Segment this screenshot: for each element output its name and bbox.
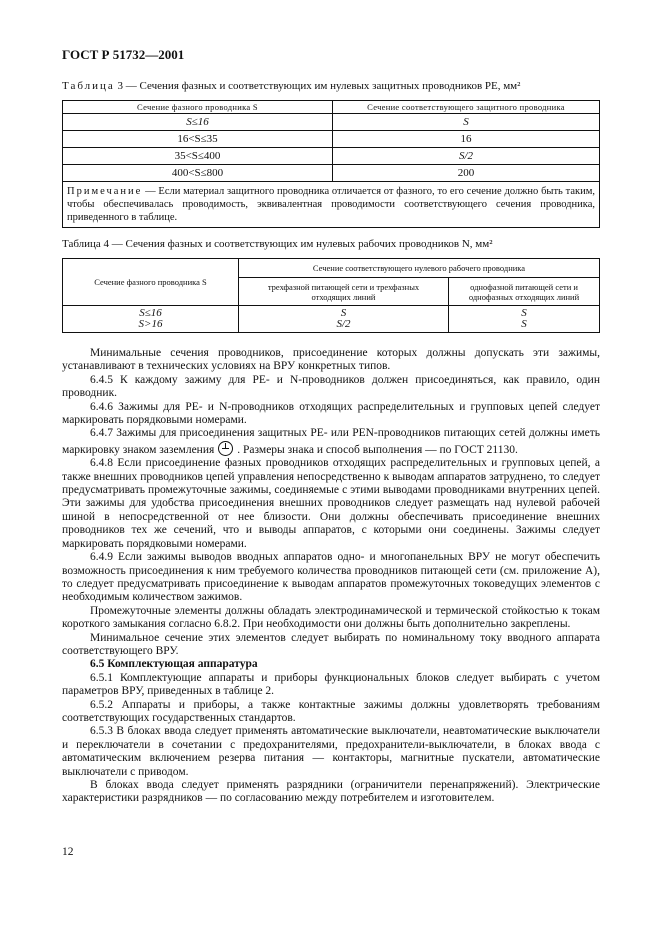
paragraph-6-5-2: 6.5.2 Аппараты и приборы, а также контактные зажимы должны удовлетворять требованиям соответствующих государственных стандартов. — [62, 698, 600, 724]
page-number: 12 — [62, 846, 74, 858]
table3-note-text: — Если материал защитного проводника отличается от фазного, то его сечение должно быть таким, чтобы обеспечивалась проводимость, эквивалентная проводимости соответствующего сечения проводника, приведенного в таблице. — [67, 186, 595, 223]
body-text — [62, 347, 600, 806]
paragraph-6-4-7: 6.4.7 Зажимы для присоединения защитных PE- или PEN-проводников питающих сетей должны иметь маркировку знаком заземления . Размеры знака и способ выполнения — по ГОСТ 21130. — [62, 427, 600, 456]
table4-header-group: Сечение соответствующего нулевого рабочего проводника — [239, 259, 600, 278]
table3-cell-phase: 400<S≤800 — [63, 165, 333, 182]
table4-cell-phase: S≤16 S>16 — [63, 306, 239, 333]
table3-note — [63, 182, 600, 228]
table3 — [62, 100, 600, 228]
paragraph: Промежуточные элементы должны обладать электродинамической и термической стойкостью к токам короткого замыкания согласно 6.8.2. При необходимости они должны быть дополнительно закреплены. — [62, 604, 600, 631]
paragraph-6-5-3: 6.5.3 В блоках ввода следует применять автоматические выключатели, неавтоматические выключатели и переключатели в сочетании с предохранителями, предохранители-выключатели, в блоках ввода с автоматическим включением резерва питания — контакторы, магнитные пускатели, автоматические выключатели с приводом. — [62, 725, 600, 778]
table-row — [63, 131, 600, 148]
table-row — [63, 306, 600, 333]
table4-cell-one-phase: S S — [449, 306, 600, 333]
section-heading-6-5: 6.5 Комплектующая аппаратура — [90, 658, 258, 671]
paragraph-6-5-1: 6.5.1 Комплектующие аппараты и приборы функциональных блоков следует выбирать с учетом параметров ВРУ, приведенных в таблице 2. — [62, 671, 600, 698]
table3-cell-phase: S≤16 — [63, 114, 333, 131]
table3-header-pe: Сечение соответствующего защитного проводника — [333, 101, 600, 114]
table-row — [63, 165, 600, 182]
table4-header-phase: Сечение фазного проводника S — [63, 259, 239, 306]
table3-caption — [62, 80, 600, 93]
table4-cell-three-phase: S S/2 — [239, 306, 449, 333]
table3-caption-text: 3 — Сечения фазных и соответствующих им нулевых защитных проводников PE, мм² — [117, 80, 521, 92]
paragraph-6-4-5: 6.4.5 К каждому зажиму для PE- и N-проводников должен присоединяться, как правило, один проводник. — [62, 373, 600, 400]
paragraph-6-4-9: 6.4.9 Если зажимы выводов вводных аппаратов одно- и многопанельных ВРУ не могут обеспечить возможность присоединения к ним требуемого количества проводников питающей сети (см. приложение А), то следует предусматривать присоединение к выводам аппаратов промежуточных токоведущих элементов с необходимым количеством зажимов. — [62, 551, 600, 604]
table4 — [62, 258, 600, 333]
table3-cell-pe: 200 — [333, 165, 600, 182]
table-row — [63, 148, 600, 165]
table3-header-phase: Сечение фазного проводника S — [63, 101, 333, 114]
table3-cell-phase: 35<S≤400 — [63, 148, 333, 165]
paragraph: В блоках ввода следует применять разрядники (ограничители перенапряжений). Электрические характеристики разрядников — по согласованию между потребителем и изготовителем. — [62, 779, 600, 805]
table3-cell-pe: 16 — [333, 131, 600, 148]
table3-cell-pe: S — [333, 114, 600, 131]
table4-caption: Таблица 4 — Сечения фазных и соответствующих им нулевых рабочих проводников N, мм² — [62, 238, 493, 250]
paragraph: Минимальные сечения проводников, присоединение которых должны допускать эти зажимы, устанавливают в технических условиях на ВРУ конкретных типов. — [62, 347, 600, 373]
table3-caption-label: Таблица — [62, 80, 115, 92]
table-row — [63, 114, 600, 131]
table3-cell-pe: S/2 — [333, 148, 600, 165]
document-header: ГОСТ Р 51732—2001 — [62, 47, 185, 62]
paragraph-6-4-8: 6.4.8 Если присоединение фазных проводников отходящих распределительных и групповых цепей, а также внешних проводников цепей управления непосредственно к выводам аппаратов затруднено, то следует предусматривать промежуточные зажимы, соединяемые с этими выводами проводниками внутренних цепей. Эти зажимы для удобства присоединения внешних проводников следует размещать над нулевой рабочей шиной в непосредственной от нее близости. Они должны обеспечивать присоединение внешних проводников тех же сечений, что и выводы аппаратов, с которыми они соединены. Зажимы следует маркировать порядковыми номерами. — [62, 457, 600, 550]
table4-header-one-phase: однофазной питающей сети и однофазных отходящих линий — [449, 278, 600, 306]
table4-header-three-phase: трехфазной питающей сети и трехфазных отходящих линий — [239, 278, 449, 306]
table3-cell-phase: 16<S≤35 — [63, 131, 333, 148]
paragraph-6-4-6: 6.4.6 Зажимы для PE- и N-проводников отходящих распределительных и групповых цепей следует маркировать порядковыми номерами. — [62, 400, 600, 427]
table3-note-label: Примечание — [67, 186, 143, 197]
ground-symbol-icon — [218, 441, 233, 456]
paragraph: Минимальное сечение этих элементов следует выбирать по номинальному току вводного аппарата соответствующего ВРУ. — [62, 631, 600, 657]
